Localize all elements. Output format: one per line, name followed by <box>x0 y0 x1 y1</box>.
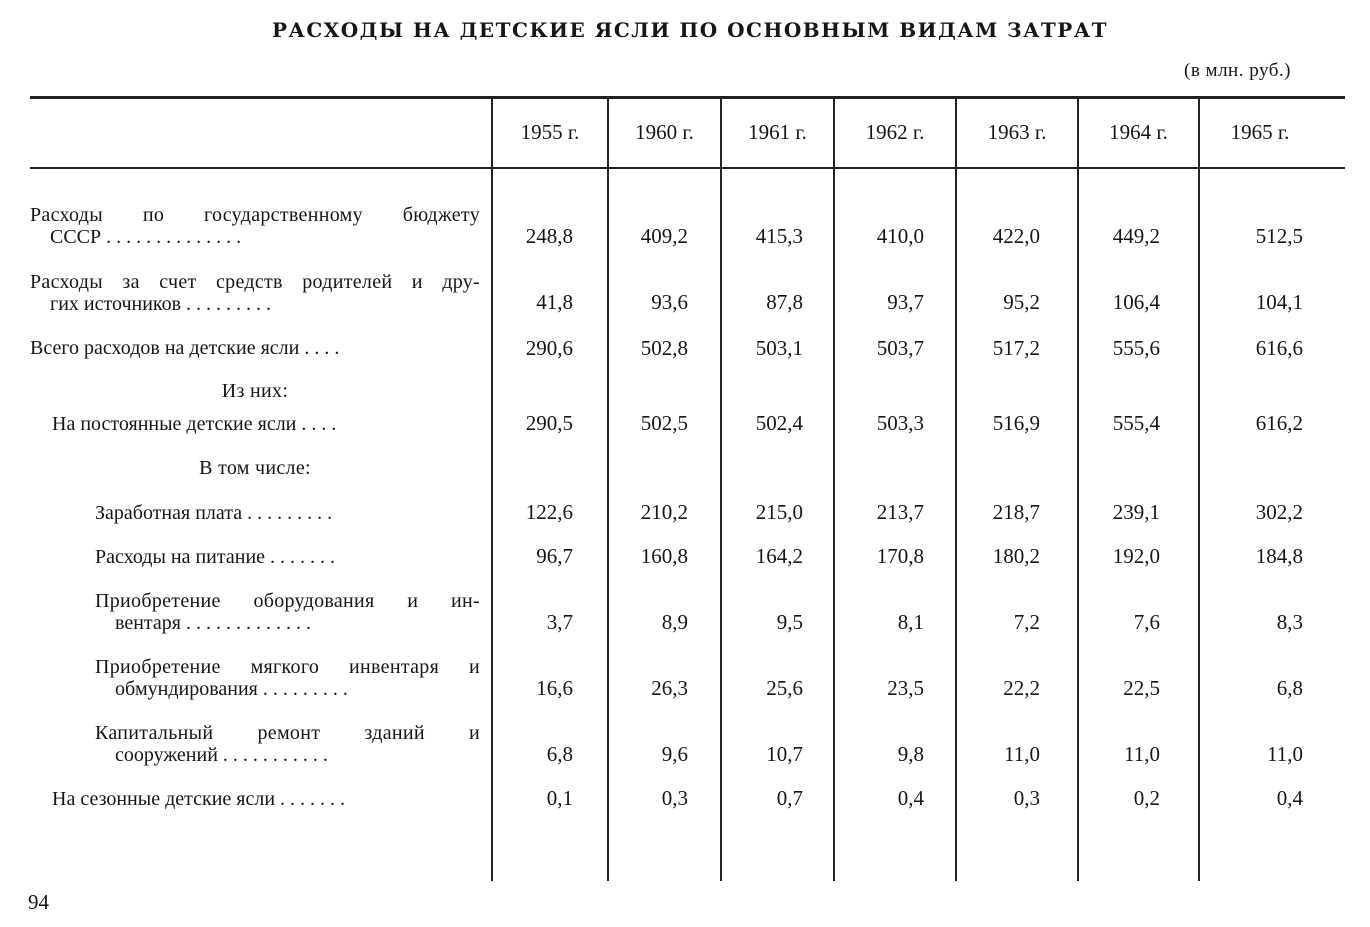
table-cell: 516,9 <box>992 411 1040 435</box>
table-cell: 302,2 <box>1255 500 1303 524</box>
table-cell: 95,2 <box>1003 290 1040 314</box>
table-cell: 192,0 <box>1112 544 1160 568</box>
units-note: (в млн. руб.) <box>1184 60 1291 81</box>
table-cell: 9,5 <box>776 610 803 634</box>
table-cell: 22,5 <box>1123 676 1160 700</box>
table-cell: 11,0 <box>1124 742 1160 766</box>
table-cell: 616,6 <box>1255 336 1303 360</box>
row-label-food: Расходы на питание . . . . . . . <box>95 546 336 568</box>
table-cell: 502,5 <box>640 411 688 435</box>
table-cell: 184,8 <box>1255 544 1303 568</box>
table-cell: 8,3 <box>1276 610 1303 634</box>
table-cell: 26,3 <box>651 676 688 700</box>
table-cell: 503,7 <box>876 336 924 360</box>
row-label-parents-funds: Расходы за счет средств родителей и дру- гих источников . . . . . . . . . <box>30 271 480 315</box>
row-label-wages: Заработная плата . . . . . . . . . <box>95 502 333 524</box>
table-cell: 449,2 <box>1112 224 1160 248</box>
table-cell: 239,1 <box>1112 500 1160 524</box>
table-cell: 9,8 <box>897 742 924 766</box>
table-cell: 11,0 <box>1004 742 1040 766</box>
table-top-rule <box>30 96 1345 99</box>
table-cell: 0,1 <box>546 786 573 810</box>
column-header-1964: 1964 г. <box>1109 120 1168 144</box>
table-cell: 8,9 <box>661 610 688 634</box>
table-cell: 0,3 <box>1013 786 1040 810</box>
table-cell: 0,4 <box>897 786 924 810</box>
table-cell: 422,0 <box>992 224 1040 248</box>
column-header-1961: 1961 г. <box>748 120 807 144</box>
table-cell: 93,7 <box>887 290 924 314</box>
row-label-seasonal: На сезонные детские ясли . . . . . . . <box>52 788 346 810</box>
page-title: РАСХОДЫ НА ДЕТСКИЕ ЯСЛИ ПО ОСНОВНЫМ ВИДАМ ЗАТРАТ <box>272 18 1108 42</box>
row-label-including: В том числе: <box>199 457 311 479</box>
row-label-state-budget: Расходы по государственному бюджету СССР . . . . . . . . . . . . . . <box>30 204 480 248</box>
table-cell: 180,2 <box>992 544 1040 568</box>
table-cell: 6,8 <box>1276 676 1303 700</box>
column-header-1962: 1962 г. <box>865 120 925 144</box>
table-cell: 7,6 <box>1133 610 1160 634</box>
row-label-equipment: Приобретение оборудования и ин- вентаря . . . . . . . . . . . . . <box>95 590 480 634</box>
table-cell: 410,0 <box>876 224 924 248</box>
table-cell: 122,6 <box>525 500 573 524</box>
row-label-of-them: Из них: <box>221 380 289 402</box>
table-cell: 9,6 <box>661 742 688 766</box>
table-cell: 3,7 <box>546 610 573 634</box>
table-cell: 503,1 <box>755 336 803 360</box>
table-cell: 16,6 <box>536 676 573 700</box>
column-header-1960: 1960 г. <box>635 120 694 144</box>
table-cell: 555,6 <box>1112 336 1160 360</box>
table-cell: 502,8 <box>640 336 688 360</box>
table-cell: 0,2 <box>1133 786 1160 810</box>
table-cell: 164,2 <box>755 544 803 568</box>
column-header-1965: 1965 г. <box>1230 120 1290 144</box>
table-cell: 0,4 <box>1276 786 1303 810</box>
row-label-permanent: На постоянные детские ясли . . . . <box>52 413 337 435</box>
table-cell: 290,6 <box>525 336 573 360</box>
table-cell: 22,2 <box>1003 676 1040 700</box>
table-cell: 6,8 <box>546 742 573 766</box>
table-cell: 7,2 <box>1013 610 1040 634</box>
table-cell: 409,2 <box>640 224 688 248</box>
row-label-total: Всего расходов на детские ясли . . . . <box>30 337 340 359</box>
table-cell: 11,0 <box>1267 742 1303 766</box>
table-cell: 503,3 <box>876 411 924 435</box>
table-cell: 96,7 <box>536 544 573 568</box>
table-cell: 502,4 <box>755 411 803 435</box>
row-label-soft-inventory: Приобретение мягкого инвентаря и обмундирования . . . . . . . . . <box>95 656 480 700</box>
table-cell: 415,3 <box>755 224 803 248</box>
table-cell: 555,4 <box>1112 411 1160 435</box>
table-cell: 290,5 <box>525 411 573 435</box>
table-cell: 213,7 <box>876 500 924 524</box>
header-bottom-rule <box>30 167 1345 169</box>
table-cell: 616,2 <box>1255 411 1303 435</box>
page-number: 94 <box>28 890 49 914</box>
table-cell: 0,7 <box>776 786 803 810</box>
table-cell: 215,0 <box>755 500 803 524</box>
table-cell: 160,8 <box>640 544 688 568</box>
table-cell: 8,1 <box>897 610 924 634</box>
table-cell: 93,6 <box>651 290 688 314</box>
table-cell: 512,5 <box>1255 224 1303 248</box>
table-cell: 41,8 <box>536 290 573 314</box>
table-cell: 106,4 <box>1112 290 1160 314</box>
table-cell: 25,6 <box>766 676 803 700</box>
table-cell: 210,2 <box>640 500 688 524</box>
table-cell: 104,1 <box>1255 290 1303 314</box>
table-cell: 517,2 <box>992 336 1040 360</box>
column-divider <box>1198 96 1200 881</box>
column-header-1963: 1963 г. <box>987 120 1047 144</box>
row-label-capital-repair: Капитальный ремонт зданий и сооружений . . . . . . . . . . . <box>95 722 480 766</box>
table-cell: 248,8 <box>525 224 573 248</box>
table-cell: 23,5 <box>887 676 924 700</box>
table-cell: 218,7 <box>992 500 1040 524</box>
table-cell: 87,8 <box>766 290 803 314</box>
column-header-1955: 1955 г. <box>520 120 580 144</box>
table-cell: 170,8 <box>876 544 924 568</box>
table-cell: 0,3 <box>661 786 688 810</box>
table-cell: 10,7 <box>766 742 803 766</box>
